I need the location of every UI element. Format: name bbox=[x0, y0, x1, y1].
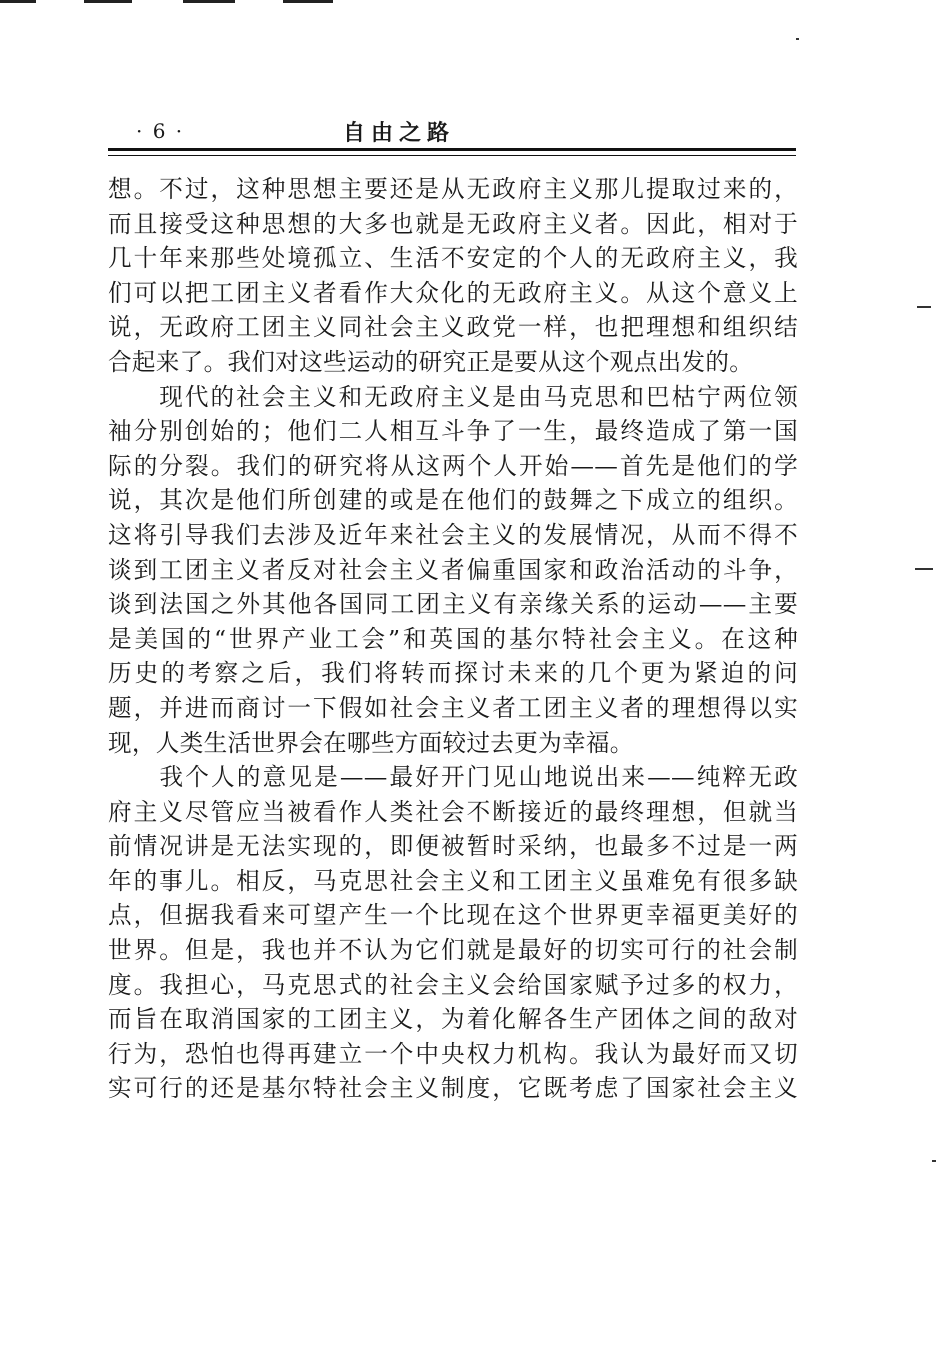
text-line: 际的分裂。我们的研究将从这两个人开始——首先是他们的学 bbox=[108, 451, 798, 480]
text-line: 说，其次是他们所创建的或是在他们的鼓舞之下成立的组织。 bbox=[108, 486, 798, 515]
header-rule-thin bbox=[108, 155, 796, 156]
text-line: 府主义尽管应当被看作人类社会不断接近的最终理想，但就当 bbox=[108, 797, 798, 826]
text-line: 谈到工团主义者反对社会主义者偏重国家和政治活动的斗争， bbox=[108, 555, 798, 584]
text-line: 而旨在取消国家的工团主义，为着化解各生产团体之间的敌对 bbox=[108, 1005, 798, 1034]
text-line: 想。不过，这种思想主要还是从无政府主义那儿提取过来的， bbox=[108, 175, 798, 203]
text-line: 度。我担心，马克思式的社会主义会给国家赋予过多的权力， bbox=[108, 970, 798, 999]
text-line: 而且接受这种思想的大多也就是无政府主义者。因此，相对于 bbox=[108, 209, 798, 238]
book-title: 自由之路 bbox=[342, 120, 455, 146]
text-line: 说，无政府工团主义同社会主义政党一样，也把理想和组织结 bbox=[108, 313, 798, 342]
text-line: 合起来了。我们对这些运动的研究正是要从这个观点出发的。 bbox=[108, 347, 754, 376]
text-line: 谈到法国之外其他各国同工团主义有亲缘关系的运动——主要 bbox=[108, 590, 798, 619]
page-number: · 6 · bbox=[136, 119, 185, 143]
scan-artifact-mark bbox=[917, 306, 931, 308]
text-line: 题，并进而商讨一下假如社会主义者工团主义者的理想得以实 bbox=[108, 693, 798, 722]
text-line: 历史的考察之后，我们将转而探讨未来的几个更为紧迫的问 bbox=[108, 659, 798, 688]
text-line: 们可以把工团主义者看作大众化的无政府主义。从这个意义上 bbox=[108, 278, 798, 307]
scan-artifact-mark bbox=[0, 0, 36, 3]
scan-artifact-mark bbox=[283, 0, 333, 3]
text-line: 现，人类生活世界会在哪些方面较过去更为幸福。 bbox=[108, 728, 634, 757]
body-text bbox=[108, 172, 798, 1106]
text-line: 点，但据我看来可望产生一个比现在这个世界更幸福更美好的 bbox=[108, 901, 798, 930]
text-line: 现代的社会主义和无政府主义是由马克思和巴枯宁两位领 bbox=[108, 382, 798, 411]
scan-artifact-mark bbox=[796, 38, 799, 40]
header-rule-thick bbox=[108, 148, 796, 151]
text-line: 年的事儿。相反，马克思社会主义和工团主义虽难免有很多缺 bbox=[108, 866, 798, 895]
scan-artifact-mark bbox=[183, 0, 235, 3]
text-line: 几十年来那些处境孤立、生活不安定的个人的无政府主义，我 bbox=[108, 244, 798, 273]
text-line: 袖分别创始的；他们二人相互斗争了一生，最终造成了第一国 bbox=[108, 417, 798, 446]
text-line: 世界。但是，我也并不认为它们就是最好的切实可行的社会制 bbox=[108, 936, 798, 965]
running-head bbox=[108, 116, 798, 146]
scan-artifact-mark bbox=[84, 0, 132, 3]
scan-artifact-mark bbox=[932, 1160, 936, 1162]
text-line: 是美国的“世界产业工会”和英国的基尔特社会主义。在这种 bbox=[108, 624, 798, 653]
text-line: 实可行的还是基尔特社会主义制度，它既考虑了国家社会主义 bbox=[108, 1074, 798, 1103]
scan-artifact-mark bbox=[915, 568, 933, 570]
text-line: 行为，恐怕也得再建立一个中央权力机构。我认为最好而又切 bbox=[108, 1039, 798, 1068]
text-line: 前情况讲是无法实现的，即便被暂时采纳，也最多不过是一两 bbox=[108, 832, 798, 861]
text-line: 我个人的意见是——最好开门见山地说出来——纯粹无政 bbox=[108, 763, 798, 792]
text-line: 这将引导我们去涉及近年来社会主义的发展情况，从而不得不 bbox=[108, 520, 798, 549]
